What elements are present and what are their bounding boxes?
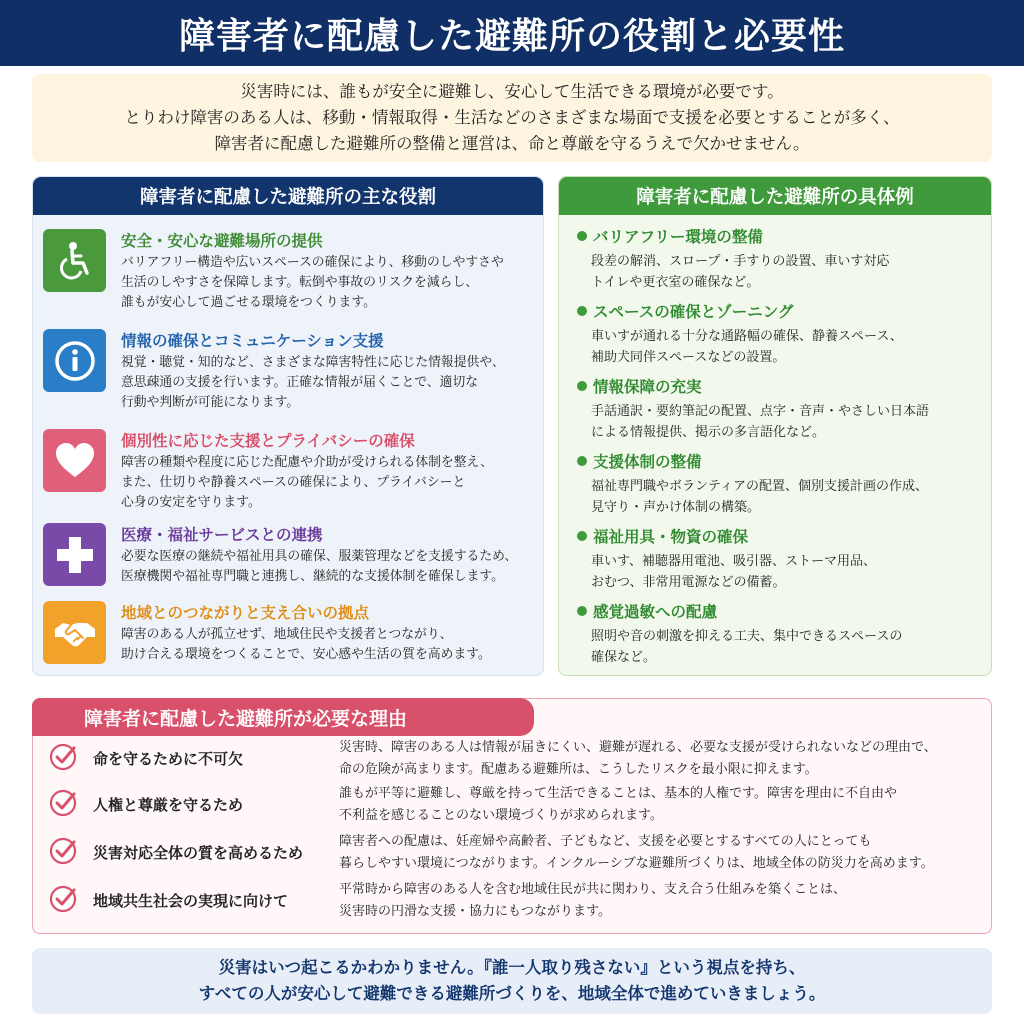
bullet-dot-icon	[577, 381, 587, 391]
role-title: 個別性に応じた支援とプライバシーの確保	[121, 432, 415, 450]
role-title: 医療・福祉サービスとの連携	[121, 526, 323, 544]
role-title: 安全・安心な避難場所の提供	[121, 232, 323, 250]
example-title: 情報保障の充実	[593, 378, 702, 396]
bullet-dot-icon	[577, 231, 587, 241]
reason-label: 人権と尊厳を守るため	[93, 796, 244, 814]
bullet-dot-icon	[577, 306, 587, 316]
reason-label: 災害対応全体の質を高めるため	[93, 844, 304, 862]
role-body: バリアフリー構造や広いスペースの確保により、移動のしやすさや 生活のしやすさを保障します。転倒や事故のリスクを減らし、 誰もが安心して過ごせる環境をつくります。	[121, 255, 504, 310]
footer-line: すべての人が安心して避難できる避難所づくりを、地域全体で進めていきましょう。	[198, 984, 826, 1003]
examples-heading: 障害者に配慮した避難所の具体例	[559, 177, 991, 215]
example-body: 車いす、補聴器用電池、吸引器、ストーマ用品、 おむつ、非常用電源などの備蓄。	[591, 554, 876, 590]
handshake-icon	[43, 601, 106, 664]
reason-row	[33, 781, 991, 827]
page-title: 障害者に配慮した避難所の役割と必要性	[178, 15, 845, 57]
reason-description: 誰もが平等に避難し、尊厳を持って生活できることは、基本的人権です。障害を理由に不自由や 不利益を感じることのない環境づくりが求められます。	[339, 786, 897, 823]
reason-label: 地域共生社会の実現に向けて	[93, 892, 289, 910]
bullet-dot-icon	[577, 456, 587, 466]
role-body: 視覚・聴覚・知的など、さまざまな障害特性に応じた情報提供や、 意思疎通の支援を行います。正確な情報が届くことで、適切な 行動や判断が可能になります。	[121, 355, 505, 410]
medical-cross-icon	[43, 523, 106, 586]
info-icon	[43, 329, 106, 392]
reason-description: 災害時、障害のある人は情報が届きにくい、避難が遅れる、必要な支援が受けられないなどの理由で、 命の危険が高まります。配慮ある避難所は、こうしたリスクを最小限に抑えます。	[339, 740, 937, 777]
reason-description: 平常時から障害のある人を含む地域住民が共に関わり、支え合う仕組みを築くことは、 災害時の円滑な支援・協力にもつながります。	[339, 882, 847, 919]
example-item	[577, 375, 977, 443]
example-title: 感覚過敏への配慮	[593, 603, 718, 621]
role-title: 情報の確保とコミュニケーション支援	[121, 332, 384, 350]
example-title: 支援体制の整備	[593, 453, 702, 471]
intro-line: 障害者に配慮した避難所の整備と運営は、命と尊厳を守るうえで欠かせません。	[214, 134, 810, 153]
bullet-dot-icon	[577, 606, 587, 616]
check-circle-icon	[49, 742, 79, 772]
intro-line: とりわけ障害のある人は、移動・情報取得・生活などのさまざまな場面で支援を必要とすることが多く、	[124, 108, 900, 127]
example-item	[577, 525, 977, 593]
role-body: 障害のある人が孤立せず、地域住民や支援者とつながり、 助け合える環境をつくることで、安心感や生活の質を高めます。	[121, 627, 491, 662]
check-circle-icon	[49, 884, 79, 914]
example-item	[577, 450, 977, 518]
footer-message	[32, 948, 992, 1014]
role-title: 地域とのつながりと支え合いの拠点	[121, 604, 370, 622]
heart-icon	[43, 429, 106, 492]
reasons-panel	[32, 698, 992, 934]
check-circle-icon	[49, 788, 79, 818]
example-item	[577, 225, 977, 293]
example-title: バリアフリー環境の整備	[593, 228, 763, 246]
example-body: 車いすが通れる十分な通路幅の確保、静養スペース、 補助犬同伴スペースなどの設置。	[591, 329, 903, 365]
reason-row	[33, 829, 991, 875]
reason-label: 命を守るために不可欠	[93, 750, 244, 768]
role-item	[43, 229, 538, 310]
reason-row	[33, 735, 991, 781]
intro-line: 災害時には、誰もが安全に避難し、安心して生活できる環境が必要です。	[240, 82, 784, 101]
wheelchair-icon	[43, 229, 106, 292]
intro-box	[32, 74, 992, 162]
footer-line: 災害はいつ起こるかわかりません。『誰一人取り残さない』という視点を持ち、	[218, 958, 806, 977]
role-body: 障害の種類や程度に応じた配慮や介助が受けられる体制を整え、 また、仕切りや静養スペースの確保により、プライバシーと 心身の安定を守ります。	[121, 455, 493, 510]
role-body: 必要な医療の継続や福祉用具の確保、服薬管理などを支援するため、 医療機関や福祉専門職と連携し、継続的な支援体制を確保します。	[121, 549, 518, 584]
role-item	[43, 601, 538, 679]
reason-description: 障害者への配慮は、妊産婦や高齢者、子どもなど、支援を必要とするすべての人にとっても 暮らしやすい環境につながります。インクルーシブな避難所づくりは、地域全体の防災力を高めます。	[339, 834, 934, 871]
example-body: 福祉専門職やボランティアの配置、個別支援計画の作成、 見守り・声かけ体制の構築。	[591, 479, 928, 515]
check-circle-icon	[49, 836, 79, 866]
bullet-dot-icon	[577, 531, 587, 541]
roles-heading: 障害者に配慮した避難所の主な役割	[33, 177, 543, 215]
example-item	[577, 300, 977, 368]
example-body: 手話通訳・要約筆記の配置、点字・音声・やさしい日本語 による情報提供、掲示の多言語化など。	[591, 404, 930, 440]
example-body: 照明や音の刺激を抑える工夫、集中できるスペースの 確保など。	[591, 629, 903, 665]
roles-panel	[32, 176, 544, 676]
example-title: 福祉用具・物資の確保	[593, 528, 749, 546]
example-title: スペースの確保とゾーニング	[593, 303, 794, 321]
reasons-heading: 障害者に配慮した避難所が必要な理由	[32, 698, 534, 736]
examples-panel	[558, 176, 992, 676]
example-item	[577, 600, 977, 668]
example-body: 段差の解消、スロープ・手すりの設置、車いす対応 トイレや更衣室の確保など。	[591, 254, 890, 290]
title-bar	[0, 0, 1024, 66]
role-item	[43, 429, 538, 510]
reason-row	[33, 877, 991, 923]
role-item	[43, 523, 538, 601]
role-item	[43, 329, 538, 410]
